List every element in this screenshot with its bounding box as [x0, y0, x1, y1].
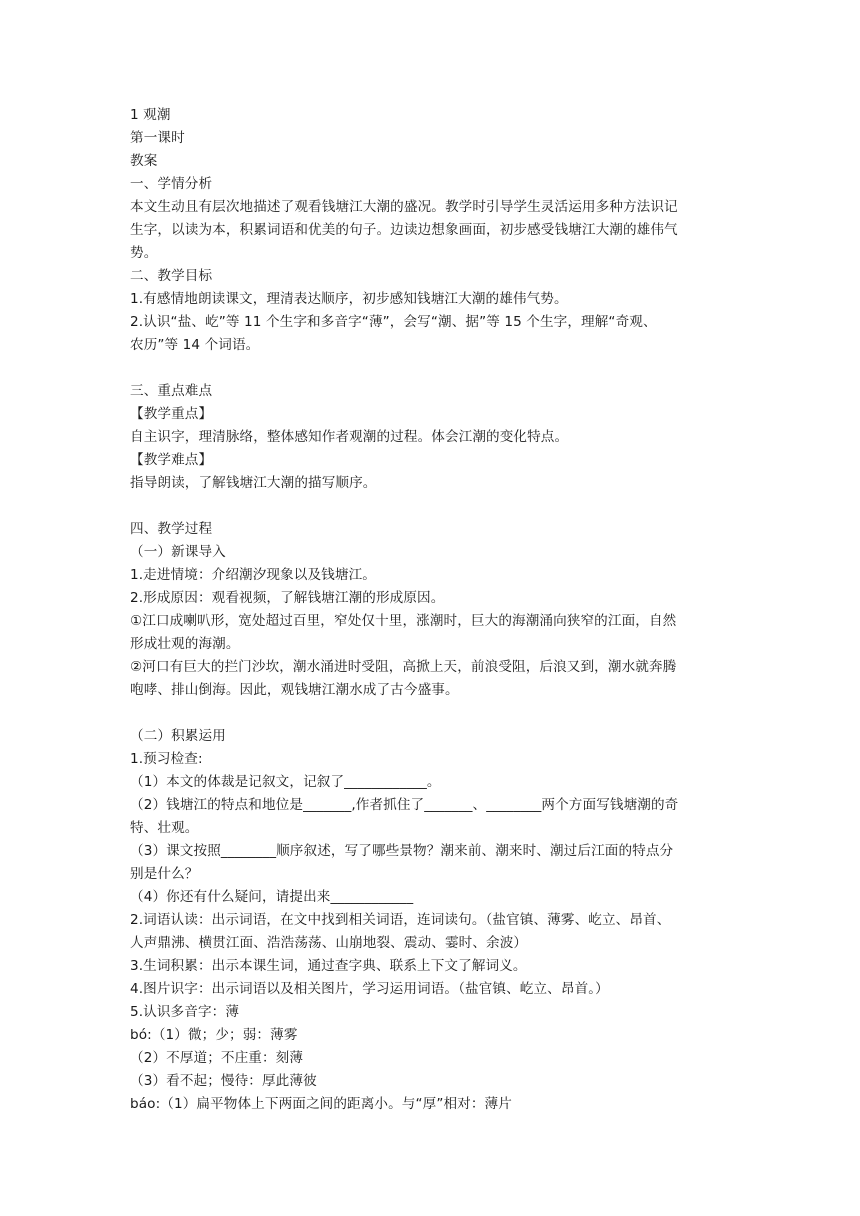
list-item: 2.形成原因：观看视频，了解钱塘江潮的形成原因。: [130, 590, 445, 606]
question-text: 。: [426, 774, 441, 790]
list-item: 4.图片识字：出示词语以及相关图片，学习运用词语。（盐官镇、屹立、昂首。）: [130, 981, 609, 997]
pronunciation-item: [130, 1093, 740, 1116]
question-text: （2）钱塘江的特点和地位是: [130, 797, 304, 813]
blank-line: [130, 495, 740, 518]
list-item: 5.认识多音字：薄: [130, 1004, 240, 1020]
section-heading: 三、重点难点: [130, 383, 213, 399]
paragraph-line: 势。: [130, 245, 158, 261]
question-text: 顺序叙述，写了哪些景物？潮来前、潮来时、潮过后江面的特点分: [276, 843, 674, 859]
question-text: （1）本文的体裁是记叙文，记叙了: [130, 774, 345, 790]
goal-item: 2.认识“盐、屹”等 11 个生字和多音字“薄”，会写“潮、据”等 15 个生字，理解“奇观、: [130, 314, 657, 330]
section-heading: 一、学情分析: [130, 176, 213, 192]
blank-line: [130, 702, 740, 725]
question-text: 两个方面写钱塘潮的奇: [541, 797, 679, 813]
goal-item: 1.有感情地朗读课文，理清表达顺序，初步感知钱塘江大潮的雄伟气势。: [130, 291, 568, 307]
paragraph-line: 生字，以读为本，积累词语和优美的句子。边读边想象画面，初步感受钱塘江大潮的雄伟气: [130, 222, 678, 238]
document-page: [130, 104, 740, 1116]
question-item: [130, 840, 740, 863]
list-item: 1.预习检查:: [130, 751, 203, 767]
goal-item: 农历”等 14 个词语。: [130, 337, 260, 353]
cause-item: 咆哮、排山倒海。因此，观钱塘江潮水成了古今盛事。: [130, 682, 459, 698]
paragraph-line: 本文生动且有层次地描述了观看钱塘江大潮的盛况。教学时引导学生灵活运用多种方法识记: [130, 199, 678, 215]
pinyin-label: báo:: [130, 1096, 161, 1112]
pronunciation-item: [130, 1024, 740, 1047]
subsection-heading: （二）积累运用: [130, 728, 226, 744]
meaning-text: （3）看不起；慢待：厚此薄彼: [130, 1073, 317, 1089]
meaning-text: （1）扁平物体上下两面之间的距离小。与“厚”相对：薄片: [160, 1096, 512, 1112]
fill-blank: ____________: [330, 889, 414, 905]
key-point-label: 【教学重点】: [130, 406, 213, 422]
question-text: ,作者抓住了: [351, 797, 425, 813]
cause-item: 形成壮观的海潮。: [130, 636, 240, 652]
meaning-text: （2）不厚道；不庄重：刻薄: [130, 1050, 304, 1066]
question-text: （4）你还有什么疑问，请提出来: [130, 889, 331, 905]
lesson-subtitle: 第一课时: [130, 130, 185, 146]
blank-line: [130, 357, 740, 380]
subsection-heading: （一）新课导入: [130, 544, 226, 560]
section-heading: 二、教学目标: [130, 268, 213, 284]
meaning-text: （1）微；少；弱：薄雾: [151, 1027, 298, 1043]
pinyin-label: bó:: [130, 1027, 152, 1043]
fill-blank: ________: [486, 797, 542, 813]
fill-blank: _______: [303, 797, 352, 813]
cause-item: ①江口成喇叭形，宽处超过百里，窄处仅十里，涨潮时，巨大的海潮涌向狭窄的江面，自然: [130, 613, 677, 629]
question-item: [130, 794, 740, 817]
question-item: [130, 886, 740, 909]
list-item: 人声鼎沸、横贯江面、浩浩荡荡、山崩地裂、震动、霎时、余波）: [130, 935, 528, 951]
key-point-text: 自主识字，理清脉络，整体感知作者观潮的过程。体会江潮的变化特点。: [130, 429, 569, 445]
question-text: 、: [472, 797, 487, 813]
list-item: 3.生词积累：出示本课生词，通过查字典、联系上下文了解词义。: [130, 958, 527, 974]
lesson-title: 1 观潮: [130, 107, 171, 123]
list-item: 2.词语认读：出示词语，在文中找到相关词语，连词读句。（盐官镇、薄雾、屹立、昂首、: [130, 912, 671, 928]
section-heading: 四、教学过程: [130, 521, 213, 537]
question-item: 别是什么？: [130, 866, 199, 882]
fill-blank: ________: [220, 843, 277, 859]
fill-blank: _______: [424, 797, 473, 813]
fill-blank: ____________: [344, 774, 427, 790]
doc-type: 教案: [130, 153, 158, 169]
list-item: 1.走进情境：介绍潮汐现象以及钱塘江。: [130, 567, 376, 583]
question-item: 特、壮观。: [130, 820, 199, 836]
difficulty-label: 【教学难点】: [130, 452, 213, 468]
question-text: （3）课文按照: [130, 843, 221, 859]
difficulty-text: 指导朗读，了解钱塘江大潮的描写顺序。: [130, 475, 377, 491]
cause-item: ②河口有巨大的拦门沙坎，潮水涌进时受阻，高掀上天，前浪受阻，后浪又到，潮水就奔腾: [130, 659, 677, 675]
question-item: [130, 771, 740, 794]
